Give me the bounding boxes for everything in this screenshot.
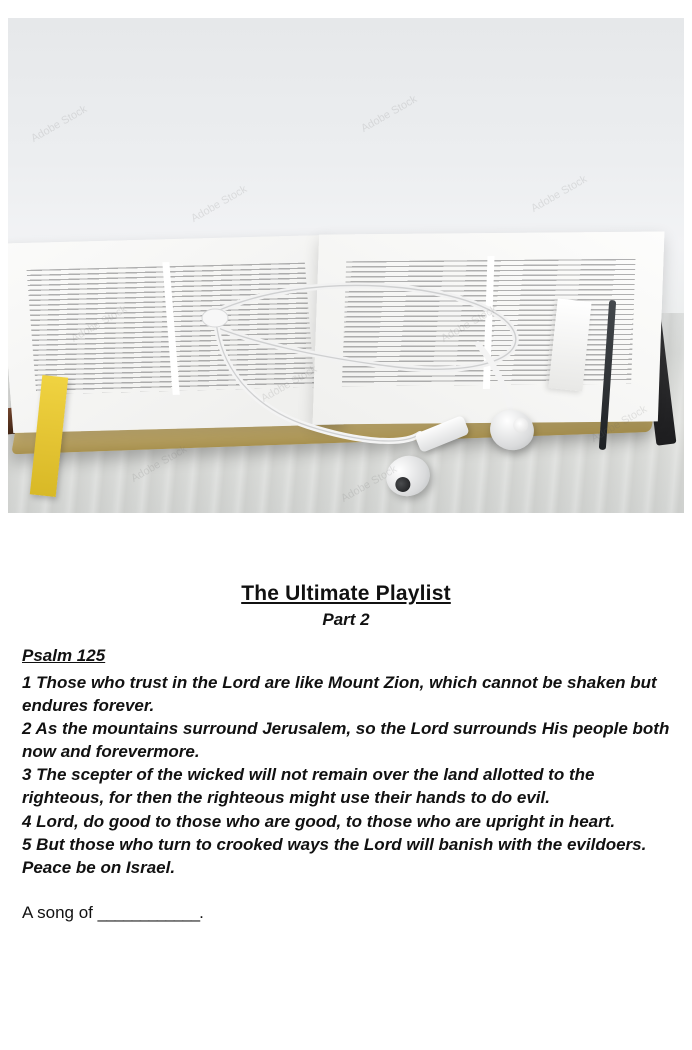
earbud-nozzle — [393, 475, 412, 494]
watermark-text: Adobe Stock — [29, 103, 90, 145]
page-subtitle: Part 2 — [322, 610, 370, 629]
fill-in-the-blank-prompt — [22, 903, 692, 923]
watermark-text: Adobe Stock — [189, 183, 250, 225]
verse-line: 5 But those who turn to crooked ways the Lord will banish with the evildoers. Peace be on Israel. — [22, 835, 647, 877]
watermark-text: Adobe Stock — [359, 93, 420, 135]
prompt-prefix: A song of — [22, 903, 98, 923]
watermark-text: Adobe Stock — [529, 173, 590, 215]
verse-line: 4 Lord, do good to those who are good, to those who are upright in heart. — [22, 811, 616, 831]
verse-line: 2 As the mountains surround Jerusalem, so the Lord surrounds His people both now and forevermore. — [22, 719, 670, 761]
passage-verses — [22, 672, 670, 879]
worksheet-body — [0, 520, 692, 1050]
page-title: The Ultimate Playlist — [241, 582, 451, 605]
photo-background — [8, 18, 684, 513]
earbud-nozzle — [512, 416, 530, 434]
verse-line: 1 Those who trust in the Lord are like Mount Zion, which cannot be shaken but endures forever. — [22, 673, 657, 715]
verse-line: 3 The scepter of the wicked will not remain over the land allotted to the righteous, for then the righteous might use their hands to do evil. — [22, 765, 595, 808]
prompt-suffix: . — [199, 903, 204, 923]
passage-reference: Psalm 125 — [22, 646, 106, 665]
answer-blank[interactable]: ____________ — [97, 903, 200, 923]
bible-earbuds-photo — [8, 18, 684, 513]
